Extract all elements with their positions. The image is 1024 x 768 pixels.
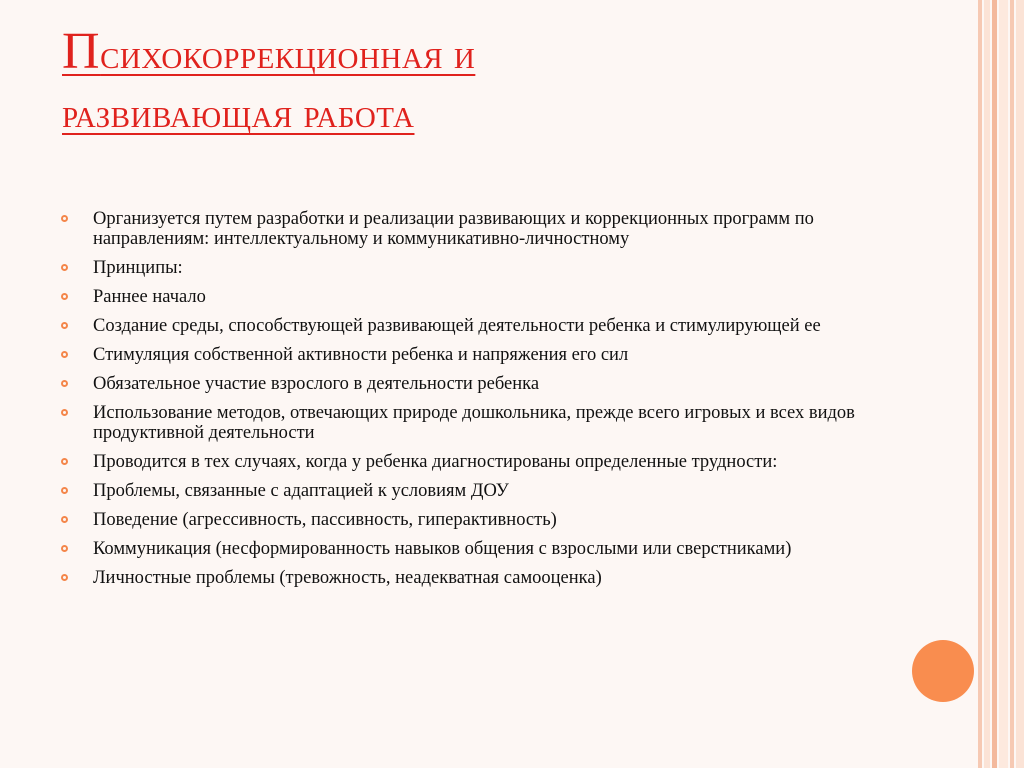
bullet-item bbox=[60, 452, 880, 472]
bullet-circle-icon bbox=[61, 380, 68, 387]
bullet-item bbox=[60, 209, 880, 249]
bullet-circle-icon bbox=[61, 351, 68, 358]
bullet-circle-icon bbox=[61, 487, 68, 494]
title-line-1 bbox=[62, 23, 476, 80]
bullet-item bbox=[60, 258, 880, 278]
bullet-item bbox=[60, 568, 880, 588]
bullet-circle-icon bbox=[61, 215, 68, 222]
bullet-item bbox=[60, 539, 880, 559]
bullet-circle-icon bbox=[61, 574, 68, 581]
bullet-text: Использование методов, отвечающих природе дошкольника, прежде всего игровых и всех видов продуктивной деятельности bbox=[93, 403, 855, 443]
decorative-stripe bbox=[1010, 0, 1014, 768]
bullet-list bbox=[60, 209, 880, 597]
bullet-text: Организуется путем разработки и реализации развивающих и коррекционных программ по направлениям: интеллектуальному и коммуникативно-личностному bbox=[93, 209, 814, 249]
bullet-text: Коммуникация (несформированность навыков общения с взрослыми или сверстниками) bbox=[93, 539, 792, 559]
bullet-text: Личностные проблемы (тревожность, неадекватная самооценка) bbox=[93, 568, 602, 588]
bullet-item bbox=[60, 287, 880, 307]
decorative-stripe bbox=[999, 0, 1008, 768]
decorative-stripe bbox=[984, 0, 990, 768]
bullet-item bbox=[60, 403, 880, 443]
bullet-text: Принципы: bbox=[93, 258, 183, 278]
bullet-text: Проблемы, связанные с адаптацией к условиям ДОУ bbox=[93, 481, 509, 501]
bullet-item bbox=[60, 510, 880, 530]
bullet-text: Поведение (агрессивность, пассивность, гиперактивность) bbox=[93, 510, 557, 530]
bullet-text: Проводится в тех случаях, когда у ребенка диагностированы определенные трудности: bbox=[93, 452, 778, 472]
title-initial: П bbox=[62, 23, 101, 80]
decorative-stripe bbox=[1016, 0, 1024, 768]
bullet-text: Стимуляция собственной активности ребенка и напряжения его сил bbox=[93, 345, 629, 365]
bullet-circle-icon bbox=[61, 516, 68, 523]
decorative-stripe bbox=[992, 0, 997, 768]
bullet-item bbox=[60, 345, 880, 365]
bullet-circle-icon bbox=[61, 409, 68, 416]
bullet-text: Создание среды, способствующей развивающей деятельности ребенка и стимулирующей ее bbox=[93, 316, 821, 336]
bullet-item bbox=[60, 316, 880, 336]
bullet-circle-icon bbox=[61, 322, 68, 329]
bullet-item bbox=[60, 374, 880, 394]
bullet-circle-icon bbox=[61, 293, 68, 300]
bullet-text: Раннее начало bbox=[93, 287, 206, 307]
title-line-1-text: сихокоррекционная и bbox=[100, 31, 476, 77]
bullet-circle-icon bbox=[61, 458, 68, 465]
decorative-stripe bbox=[978, 0, 982, 768]
slide-title bbox=[62, 22, 942, 143]
bullet-item bbox=[60, 481, 880, 501]
bullet-circle-icon bbox=[61, 264, 68, 271]
title-line-2: развивающая работа bbox=[62, 90, 415, 136]
bullet-text: Обязательное участие взрослого в деятельности ребенка bbox=[93, 374, 540, 394]
decorative-circle bbox=[912, 640, 974, 702]
bullet-circle-icon bbox=[61, 545, 68, 552]
